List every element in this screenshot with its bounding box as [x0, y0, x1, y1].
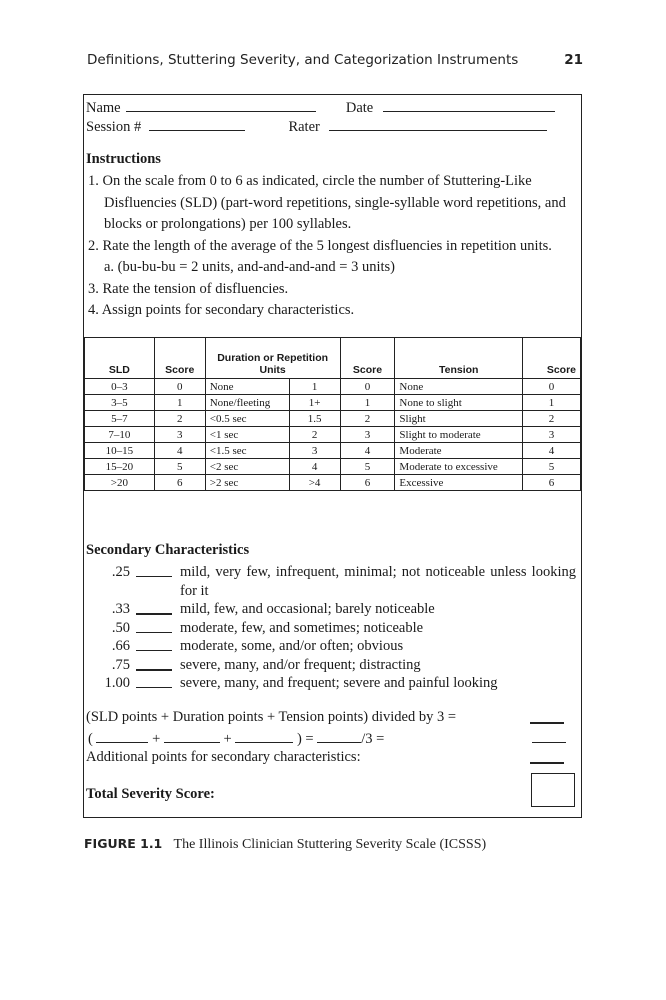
table-cell: 2 — [289, 427, 340, 443]
secondary-blank[interactable] — [136, 637, 172, 651]
name-field[interactable] — [126, 98, 316, 112]
table-row — [85, 395, 581, 411]
table-cell: Slight — [395, 411, 523, 427]
table-cell: 1 — [289, 379, 340, 395]
table-cell: <1.5 sec — [205, 443, 289, 459]
table-cell: None — [395, 379, 523, 395]
page-number: 21 — [564, 52, 583, 68]
secondary-value: .33 — [111, 601, 130, 617]
table-cell: 3 — [289, 443, 340, 459]
secondary-text: severe, many, and/or frequent; distracting — [180, 656, 421, 673]
name-label: Name — [86, 100, 121, 116]
table-cell: 2 — [523, 411, 581, 427]
total-score-label: Total Severity Score: — [86, 786, 215, 802]
instruction-item: 2. Rate the length of the average of the 5 longest disfluencies in repetition units. — [88, 237, 552, 254]
column-header: Score — [340, 338, 395, 379]
secondary-blank[interactable] — [136, 619, 172, 633]
secondary-list — [104, 563, 576, 693]
instruction-item: 1. On the scale from 0 to 6 as indicated, circle the number of Stuttering-Like Disfluencies (SLD) (part-word repetitions, single-syllable word repetitions, and blocks or prolongations) per 100 syllables. — [88, 173, 566, 232]
table-row — [85, 443, 581, 459]
secondary-value: .25 — [111, 564, 130, 580]
table-cell: 5 — [523, 459, 581, 475]
session-field[interactable] — [149, 117, 245, 131]
table-cell: 0 — [523, 379, 581, 395]
table-header-row — [85, 338, 581, 379]
table-cell: 7–10 — [85, 427, 155, 443]
instructions-list — [88, 171, 578, 322]
table-cell: 4 — [289, 459, 340, 475]
additional-points-line — [86, 749, 576, 766]
table-cell: 6 — [154, 475, 205, 491]
sld-points-blank[interactable] — [96, 729, 148, 743]
table-cell: 1.5 — [289, 411, 340, 427]
table-cell: >2 sec — [205, 475, 289, 491]
severity-scale-table — [84, 337, 581, 491]
table-cell: None — [205, 379, 289, 395]
table-cell: <2 sec — [205, 459, 289, 475]
instruction-item: 3. Rate the tension of disfluencies. — [88, 280, 289, 297]
secondary-text: mild, few, and occasional; barely noticeable — [180, 601, 435, 617]
total-score-box[interactable] — [531, 773, 575, 807]
table-cell: 1 — [523, 395, 581, 411]
column-header: SLD — [85, 338, 155, 379]
secondary-item — [104, 600, 576, 619]
table-cell: Moderate — [395, 443, 523, 459]
session-rater-row — [86, 117, 547, 135]
additional-points-blank[interactable] — [530, 762, 564, 764]
duration-points-blank[interactable] — [164, 729, 220, 743]
secondary-item — [104, 563, 576, 600]
divide-by-three: /3 = — [361, 731, 385, 747]
secondary-value: .66 — [111, 638, 130, 654]
column-header: Score — [154, 338, 205, 379]
table-cell: 3 — [340, 427, 395, 443]
table-cell: 0 — [340, 379, 395, 395]
table-cell: 4 — [340, 443, 395, 459]
secondary-value: .50 — [111, 619, 130, 636]
table-cell: 5 — [340, 459, 395, 475]
average-result-blank[interactable] — [532, 742, 566, 743]
secondary-item — [104, 656, 576, 675]
table-cell: 4 — [523, 443, 581, 459]
icsss-form — [83, 94, 582, 818]
secondary-value: .75 — [111, 656, 130, 673]
table-cell: 6 — [523, 475, 581, 491]
rater-field[interactable] — [329, 117, 547, 131]
rater-label: Rater — [288, 119, 320, 135]
table-cell: 2 — [340, 411, 395, 427]
instruction-subitem: a. (bu-bu-bu = 2 units, and-and-and-and = 3 units) — [104, 259, 395, 275]
table-row — [85, 459, 581, 475]
plus-sign: + — [223, 731, 232, 747]
formula-fill-line — [86, 729, 578, 748]
name-date-row — [86, 98, 555, 116]
table-cell: <1 sec — [205, 427, 289, 443]
table-row — [85, 379, 581, 395]
formula-result-blank[interactable] — [530, 722, 564, 724]
secondary-blank[interactable] — [136, 674, 172, 688]
formula-open-paren: ( — [88, 731, 93, 747]
table-cell: 2 — [154, 411, 205, 427]
equals-sign: ) = — [296, 731, 314, 747]
session-label: Session # — [86, 119, 142, 135]
secondary-blank[interactable] — [136, 656, 172, 671]
table-row — [85, 427, 581, 443]
figure-label: FIGURE 1.1 — [84, 836, 163, 851]
table-cell: Moderate to excessive — [395, 459, 523, 475]
table-cell: 1 — [340, 395, 395, 411]
table-cell: Slight to moderate — [395, 427, 523, 443]
table-cell: 5–7 — [85, 411, 155, 427]
table-cell: <0.5 sec — [205, 411, 289, 427]
table-cell: 0 — [154, 379, 205, 395]
secondary-text: mild, very few, infrequent, minimal; not noticeable unless looking for it — [180, 564, 576, 599]
column-header: Duration or Repetition Units — [205, 338, 340, 379]
table-cell: 10–15 — [85, 443, 155, 459]
table-cell: None/fleeting — [205, 395, 289, 411]
formula-text: (SLD points + Duration points + Tension points) divided by 3 = — [86, 709, 457, 725]
table-cell: 5 — [154, 459, 205, 475]
figure-caption — [84, 836, 486, 853]
table-cell: Excessive — [395, 475, 523, 491]
instructions-heading: Instructions — [86, 151, 161, 167]
secondary-blank[interactable] — [136, 563, 172, 577]
secondary-item — [104, 674, 576, 693]
table-row — [85, 411, 581, 427]
table-cell: 3 — [154, 427, 205, 443]
secondary-heading: Secondary Characteristics — [86, 542, 250, 558]
column-header: Score — [523, 338, 581, 379]
table-cell: 0–3 — [85, 379, 155, 395]
table-cell: >20 — [85, 475, 155, 491]
secondary-item — [104, 637, 576, 656]
table-cell: 15–20 — [85, 459, 155, 475]
secondary-text: moderate, some, and/or often; obvious — [180, 638, 404, 654]
running-head — [87, 52, 583, 72]
date-label: Date — [345, 100, 374, 116]
secondary-item — [104, 619, 576, 638]
table-cell: 6 — [340, 475, 395, 491]
secondary-blank[interactable] — [136, 600, 172, 615]
secondary-text: moderate, few, and sometimes; noticeable — [180, 619, 424, 636]
sum-blank[interactable] — [317, 729, 361, 743]
table-cell: None to slight — [395, 395, 523, 411]
formula-line — [86, 709, 576, 726]
table-row — [85, 475, 581, 491]
instruction-item: 4. Assign points for secondary characteristics. — [88, 302, 355, 318]
additional-text: Additional points for secondary characteristics: — [86, 749, 361, 765]
plus-sign: + — [152, 731, 161, 747]
secondary-value: 1.00 — [104, 675, 130, 691]
total-score-line — [86, 786, 576, 803]
table-cell: 1 — [154, 395, 205, 411]
table-cell: >4 — [289, 475, 340, 491]
table-cell: 3–5 — [85, 395, 155, 411]
table-cell: 4 — [154, 443, 205, 459]
column-header: Tension — [395, 338, 523, 379]
tension-points-blank[interactable] — [235, 729, 293, 743]
table-cell: 1+ — [289, 395, 340, 411]
date-field[interactable] — [383, 98, 555, 112]
running-head-title: Definitions, Stuttering Severity, and Categorization Instruments — [87, 52, 519, 68]
table-cell: 3 — [523, 427, 581, 443]
caption-text: The Illinois Clinician Stuttering Severity Scale (ICSSS) — [173, 837, 487, 852]
secondary-text: severe, many, and frequent; severe and painful looking — [180, 675, 498, 691]
